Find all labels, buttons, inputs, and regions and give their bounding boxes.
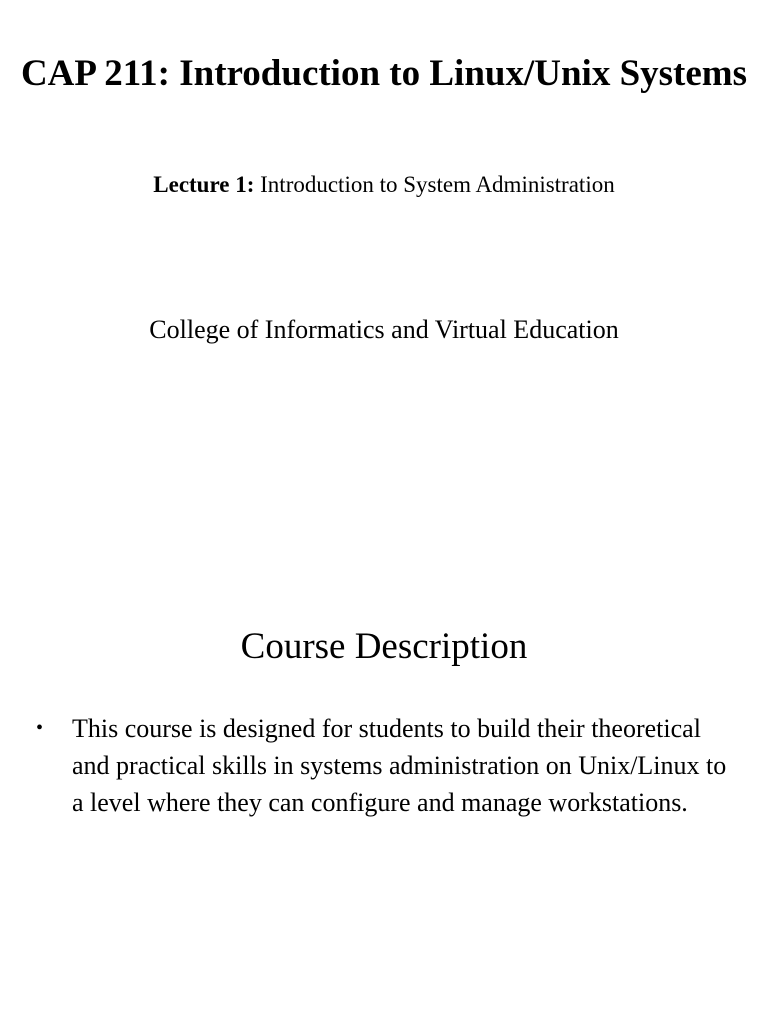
lecture-subtitle xyxy=(20,170,748,200)
bullet-icon: • xyxy=(36,717,44,739)
section-heading: Course Description xyxy=(240,626,528,667)
course-title: CAP 211: Introduction to Linux/Unix Systems xyxy=(20,53,748,94)
lecture-label: Lecture 1: xyxy=(153,172,255,197)
course-description-slide xyxy=(0,560,768,1024)
list-item xyxy=(36,710,736,821)
bullet-text: This course is designed for students to build their theoretical and practical skills in systems administration on Unix/Linux to a level where they can configure and manage workstations. xyxy=(72,714,727,817)
lecture-topic: Introduction to System Administration xyxy=(254,172,615,197)
institution-name: College of Informatics and Virtual Education xyxy=(149,315,619,344)
bullet-list xyxy=(36,710,736,821)
